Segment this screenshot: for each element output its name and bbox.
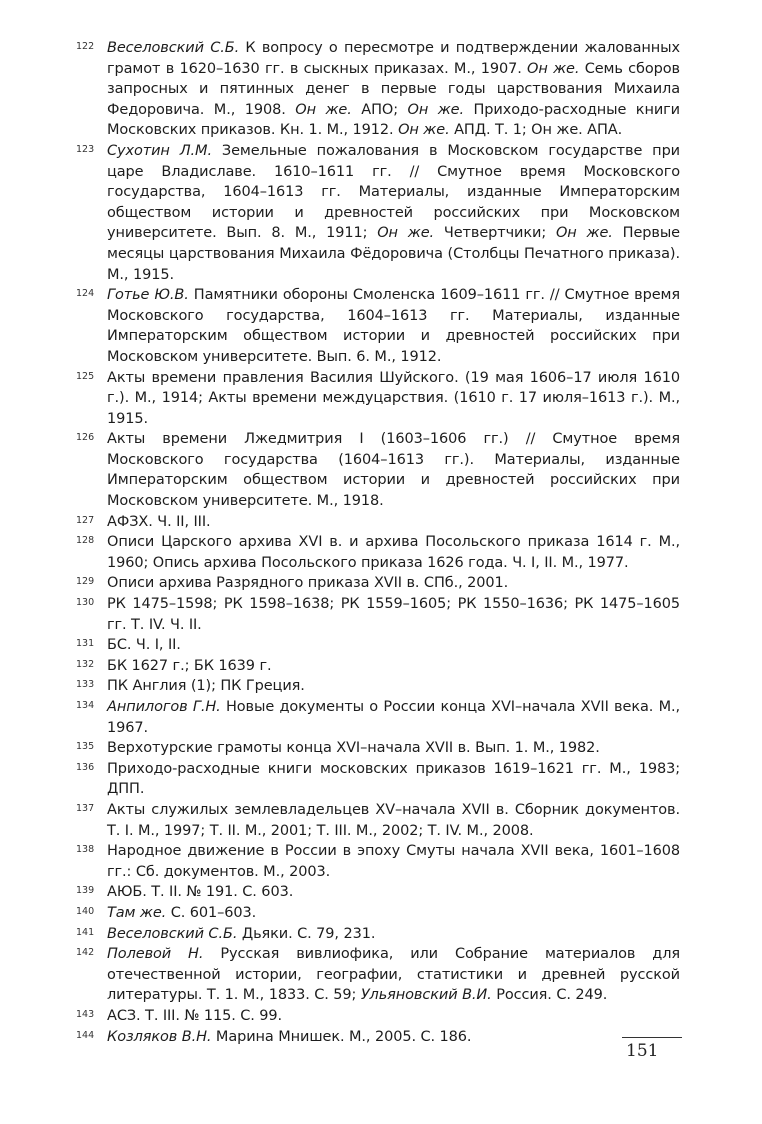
endnote-text bbox=[107, 635, 680, 656]
endnote bbox=[0, 38, 762, 141]
endnote-segment: Верхотурские грамоты конца XVI–начала XVII в. Вып. 1. М., 1982. bbox=[107, 740, 600, 757]
endnote bbox=[0, 882, 762, 903]
endnote-author-italic: Сухотин Л.М. bbox=[107, 142, 212, 159]
endnote-segment: АПД. Т. 1; Он же. АПА. bbox=[449, 122, 623, 139]
endnote-text bbox=[107, 429, 680, 511]
endnote bbox=[0, 738, 762, 759]
endnote-segment: Народное движение в России в эпоху Смуты начала XVII века, 1601–1608 гг.: Сб. документов. М., 2003. bbox=[107, 843, 680, 880]
endnote-segment: Описи архива Разрядного приказа XVII в. СПб., 2001. bbox=[107, 575, 509, 592]
endnote-segment: РК 1475–1598; РК 1598–1638; РК 1559–1605; РК 1550–1636; РК 1475–1605 гг. Т. IV. Ч. II. bbox=[107, 596, 680, 633]
endnote-text bbox=[107, 141, 680, 285]
endnote-text bbox=[107, 512, 680, 533]
endnote bbox=[0, 656, 762, 677]
endnote-segment: Приходо-расходные книги Московских приказов. Кн. 1. М., 1912. bbox=[107, 101, 681, 139]
endnote-text bbox=[107, 738, 680, 759]
endnote-author-italic: Ульяновский В.И. bbox=[360, 987, 492, 1004]
endnote-segment: Русская вивлиофика, или Собрание материалов для отечественной истории, географии, статистики и древней русской литературы. Т. 1. М., 1833. С. 59; bbox=[107, 946, 681, 1004]
endnote-text bbox=[107, 841, 680, 882]
endnote-segment: БК 1627 г.; БК 1639 г. bbox=[107, 657, 272, 674]
endnote bbox=[0, 1006, 762, 1027]
endnote-text bbox=[107, 903, 680, 924]
endnote-text bbox=[107, 532, 680, 573]
endnote-segment: АЮБ. Т. II. № 191. С. 603. bbox=[107, 884, 294, 901]
endnote-author-italic: Он же. bbox=[377, 225, 435, 242]
endnote-author-italic: Он же. bbox=[555, 225, 613, 242]
endnote-author-italic: Он же. bbox=[295, 101, 352, 118]
endnote-segment: Четвертчики; bbox=[434, 225, 556, 242]
endnote-number: 123 bbox=[76, 143, 95, 155]
endnote-text bbox=[107, 1027, 680, 1048]
endnote-text bbox=[107, 368, 680, 430]
endnote-segment: АПО; bbox=[351, 101, 408, 118]
endnote bbox=[0, 841, 762, 882]
endnote bbox=[0, 676, 762, 697]
endnote bbox=[0, 594, 762, 635]
endnote-segment: Дьяки. С. 79, 231. bbox=[237, 925, 376, 942]
endnote-number: 132 bbox=[76, 658, 95, 670]
endnote-number: 142 bbox=[76, 947, 95, 959]
endnote bbox=[0, 512, 762, 533]
endnote-author-italic: Веселовский С.Б. bbox=[107, 40, 240, 56]
endnote-segment: Россия. С. 249. bbox=[491, 987, 608, 1004]
endnote-segment: Семь сборов запросных и пятинных денег в первые годы царствования Михаила Федоровича. М., 1908. bbox=[107, 60, 680, 118]
endnote-number: 140 bbox=[76, 905, 95, 917]
endnote-number: 144 bbox=[76, 1029, 95, 1041]
endnote bbox=[0, 944, 762, 1006]
endnote-segment: Первые месяцы царствования Михаила Фёдоровича (Столбцы Печатного приказа). М., 1915. bbox=[107, 225, 680, 283]
endnote bbox=[0, 903, 762, 924]
endnote bbox=[0, 141, 762, 285]
endnote bbox=[0, 635, 762, 656]
endnote-author-italic: Анпилогов Г.Н. bbox=[107, 699, 221, 715]
endnote-number: 139 bbox=[76, 885, 95, 897]
endnote-segment: Памятники обороны Смоленска 1609–1611 гг. // Смутное время Московского государства, 1604–1613 гг. Материалы, изданные Императорским обществом истории и древностей российских при Московском университете. Вып. 6. М., 1912. bbox=[107, 287, 680, 365]
endnote-number: 128 bbox=[76, 535, 95, 547]
endnote-segment: Марина Мнишек. М., 2005. С. 186. bbox=[211, 1028, 472, 1045]
endnote bbox=[0, 759, 762, 800]
endnote-text bbox=[107, 800, 680, 841]
endnotes-list bbox=[0, 38, 762, 1047]
endnote-text bbox=[107, 573, 680, 594]
endnote-author-italic: Готье Ю.В. bbox=[107, 287, 189, 304]
endnote-number: 129 bbox=[76, 576, 95, 588]
endnote-number: 137 bbox=[76, 802, 95, 814]
endnote-text bbox=[107, 38, 680, 141]
endnote-number: 130 bbox=[76, 597, 95, 609]
endnote bbox=[0, 532, 762, 573]
endnote-author-italic: Козляков В.Н. bbox=[107, 1028, 212, 1045]
endnote-number: 134 bbox=[76, 700, 95, 711]
endnote-text bbox=[107, 676, 680, 697]
endnote-author-italic: Там же. bbox=[107, 904, 167, 921]
endnote bbox=[0, 368, 762, 430]
folio-rule bbox=[622, 1037, 682, 1038]
endnote-text bbox=[107, 1006, 680, 1027]
endnote-segment: ПК Англия (1); ПК Греция. bbox=[107, 678, 305, 695]
endnote-number: 141 bbox=[76, 926, 95, 938]
endnote-segment: Описи Царского архива XVI в. и архива Посольского приказа 1614 г. М., 1960; Опись архива Посольского приказа 1626 года. Ч. I, II. М., 1977. bbox=[107, 534, 680, 571]
endnote-author-italic: Он же. bbox=[398, 122, 450, 139]
endnote-number: 124 bbox=[76, 288, 95, 300]
endnote-number: 135 bbox=[76, 741, 95, 753]
endnote bbox=[0, 800, 762, 841]
endnote-text bbox=[107, 759, 680, 800]
endnote-segment: АСЗ. Т. III. № 115. С. 99. bbox=[107, 1007, 283, 1024]
endnote-author-italic: Веселовский С.Б. bbox=[107, 925, 238, 942]
endnote-number: 138 bbox=[76, 844, 95, 856]
endnote-text bbox=[107, 594, 680, 635]
endnote bbox=[0, 924, 762, 945]
endnote-segment: Новые документы о России конца XVI–начала XVII века. М., 1967. bbox=[107, 699, 680, 736]
page-number: 151 bbox=[626, 1041, 659, 1061]
endnote-number: 127 bbox=[76, 514, 95, 526]
endnote bbox=[0, 573, 762, 594]
endnote-segment: БС. Ч. I, II. bbox=[107, 637, 181, 654]
endnote-author-italic: Он же. bbox=[527, 60, 580, 77]
endnote-number: 131 bbox=[76, 638, 95, 650]
endnote-author-italic: Он же. bbox=[407, 101, 464, 118]
endnote bbox=[0, 429, 762, 511]
endnote-text bbox=[107, 944, 680, 1006]
endnote-segment: К вопросу о пересмотре и подтверждении жалованных грамот в 1620–1630 гг. в сыскных приказах. М., 1907. bbox=[107, 40, 680, 77]
endnote-author-italic: Полевой Н. bbox=[107, 946, 204, 963]
endnote-segment: Земельные пожалования в Московском государстве при царе Владиславе. 1610–1611 гг. // Смутное время Московского государства, 1604–1613 гг. Материалы, изданные Императорским обществом истории и древностей российских при Московском университете. Вып. 8. М., 1911; bbox=[107, 142, 680, 242]
endnote-number: 122 bbox=[76, 41, 95, 52]
endnote-number: 125 bbox=[76, 370, 95, 382]
endnote-text bbox=[107, 285, 680, 367]
endnote bbox=[0, 285, 762, 367]
endnote-segment: Акты времени Лжедмитрия I (1603–1606 гг.) // Смутное время Московского государства (1604–1613 гг.). Материалы, изданные Императорским обществом истории и древностей российских при Московском университете. М., 1918. bbox=[107, 431, 680, 510]
endnote-text bbox=[107, 924, 680, 945]
endnote-segment: Приходо-расходные книги московских приказов 1619–1621 гг. М., 1983; ДПП. bbox=[107, 760, 680, 798]
endnote-number: 133 bbox=[76, 679, 95, 691]
endnote-text bbox=[107, 656, 680, 677]
endnote-text bbox=[107, 882, 680, 903]
endnote-text bbox=[107, 697, 680, 738]
endnote-segment: Акты времени правления Василия Шуйского. (19 мая 1606–17 июля 1610 г.). М., 1914; Акты времени междуцарствия. (1610 г. 17 июля–1613 г.). М., 1915. bbox=[107, 369, 680, 427]
endnote-segment: С. 601–603. bbox=[166, 904, 257, 921]
endnote-number: 143 bbox=[76, 1008, 95, 1020]
endnote-number: 136 bbox=[76, 761, 95, 773]
endnote bbox=[0, 697, 762, 738]
endnote-segment: АФЗХ. Ч. II, III. bbox=[107, 513, 211, 530]
endnote-segment: Акты служилых землевладельцев XV–начала XVII в. Сборник документов. Т. I. М., 1997; Т. II. М., 2001; Т. III. М., 2002; Т. IV. М., 2008. bbox=[107, 801, 680, 839]
endnote-number: 126 bbox=[76, 432, 95, 444]
